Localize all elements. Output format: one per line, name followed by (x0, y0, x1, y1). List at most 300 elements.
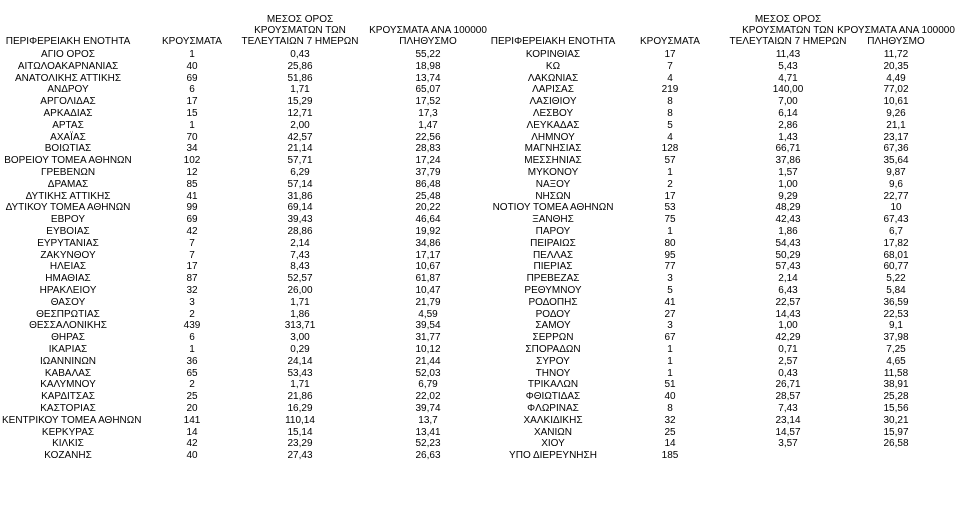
left-per100k-cell: 61,87 (415, 273, 441, 285)
right-avg7-cell: 7,00 (778, 96, 798, 108)
left-per100k-cell: 17,52 (415, 96, 441, 108)
right-cases-cell: 8 (667, 402, 673, 414)
left-avg7-cell: 0,43 (290, 49, 310, 60)
right-cases-cell: 1 (667, 343, 673, 355)
left-region-cell: ΙΚΑΡΙΑΣ (48, 343, 88, 355)
right-region-cell: ΝΑΞΟΥ (535, 178, 571, 190)
left-avg7-cell: 8,43 (290, 261, 310, 273)
left-per100k-cell: 28,83 (415, 143, 441, 155)
left-region-cell: ΗΜΑΘΙΑΣ (45, 273, 91, 285)
right-cases-cell: 4 (667, 72, 673, 84)
right-region-cell: ΦΛΩΡΙΝΑΣ (527, 402, 579, 414)
header-avg7-left: ΜΕΣΟΣ ΟΡΟΣ ΚΡΟΥΣΜΑΤΩΝ ΤΩΝ ΤΕΛΕΥΤΑΙΩΝ 7 ΗΜΕΡΩΝ (241, 14, 359, 47)
left-per100k-cell: 21,44 (415, 355, 441, 367)
left-region-cell: ΘΑΣΟΥ (50, 296, 86, 308)
left-per100k-cell: 17,3 (418, 107, 438, 119)
right-per100k-cell: 22,77 (883, 190, 909, 202)
left-region-cell: ΑΡΓΟΛΙΔΑΣ (40, 96, 96, 108)
right-per100k-cell: 11,72 (883, 49, 909, 60)
left-region-cell: ΙΩΑΝΝΙΝΩΝ (39, 355, 97, 367)
table-row (0, 132, 960, 144)
left-avg7-cell: 110,14 (285, 414, 315, 426)
right-per100k-cell: 4,65 (886, 355, 906, 367)
left-region-cell: ΒΟΡΕΙΟΥ ΤΟΜΕΑ ΑΘΗΝΩΝ (4, 155, 132, 167)
left-avg7-cell: 313,71 (284, 320, 316, 332)
right-avg7-cell: 7,43 (778, 402, 798, 414)
right-per100k-cell: 9,87 (886, 166, 906, 178)
right-avg7-cell: 23,14 (775, 414, 801, 426)
right-cases-cell: 8 (667, 107, 673, 119)
right-avg7-cell: 1,57 (778, 166, 798, 178)
left-region-cell: ΔΡΑΜΑΣ (47, 178, 89, 190)
table-rows (0, 49, 960, 462)
left-avg7-cell: 2,00 (290, 119, 310, 131)
left-avg7-cell: 31,86 (287, 190, 313, 202)
left-avg7-cell: 24,14 (287, 355, 313, 367)
left-region-cell: ΚΑΒΑΛΑΣ (44, 367, 92, 379)
left-per100k-cell: 10,47 (415, 284, 441, 296)
left-avg7-cell: 1,71 (290, 296, 310, 308)
right-avg7-cell: 37,86 (775, 155, 801, 167)
table-row (0, 191, 960, 203)
left-per100k-cell: 17,24 (415, 155, 441, 167)
table-row (0, 438, 960, 450)
left-region-cell: ΔΥΤΙΚΗΣ ΑΤΤΙΚΗΣ (25, 190, 111, 202)
left-per100k-cell: 55,22 (415, 49, 441, 60)
right-avg7-cell: 1,43 (778, 131, 798, 143)
right-cases-cell: 32 (664, 414, 676, 426)
right-cases-cell: 40 (664, 391, 676, 403)
left-cases-cell: 14 (186, 426, 198, 438)
left-per100k-cell: 6,79 (418, 379, 438, 391)
left-per100k-cell: 18,98 (415, 60, 441, 72)
right-region-cell: ΛΕΥΚΑΔΑΣ (526, 119, 580, 131)
right-cases-cell: 4 (667, 131, 673, 143)
left-per100k-cell: 52,23 (415, 438, 441, 450)
right-per100k-cell: 10 (890, 202, 902, 214)
left-region-cell: ΗΛΕΙΑΣ (49, 261, 87, 273)
table-row (0, 49, 960, 61)
table-row (0, 143, 960, 155)
right-per100k-cell: 68,01 (883, 249, 909, 261)
right-region-cell: ΠΕΙΡΑΙΩΣ (530, 237, 576, 249)
right-avg7-cell: 0,43 (778, 367, 798, 379)
left-cases-cell: 7 (189, 237, 195, 249)
right-region-cell: ΡΕΘΥΜΝΟΥ (524, 284, 582, 296)
table-row (0, 167, 960, 179)
right-avg7-cell: 22,57 (775, 296, 801, 308)
right-region-cell: ΛΑΡΙΣΑΣ (532, 84, 574, 96)
left-cases-cell: 6 (189, 84, 195, 96)
table-row (0, 179, 960, 191)
left-cases-cell: 2 (189, 308, 195, 320)
right-per100k-cell: 25,28 (883, 391, 909, 403)
right-region-cell: ΦΘΙΩΤΙΔΑΣ (525, 391, 581, 403)
left-region-cell: ΕΒΡΟΥ (50, 214, 86, 226)
right-cases-cell: 8 (667, 96, 673, 108)
left-region-cell: ΑΡΤΑΣ (52, 119, 84, 131)
left-avg7-cell: 27,43 (287, 450, 313, 462)
left-avg7-cell: 12,71 (287, 107, 313, 119)
right-per100k-cell: 30,21 (883, 414, 909, 426)
right-avg7-cell: 9,29 (778, 190, 798, 202)
right-avg7-cell: 42,43 (775, 214, 801, 226)
left-cases-cell: 99 (186, 202, 198, 214)
left-per100k-cell: 13,74 (415, 72, 441, 84)
left-region-cell: ΑΓΙΟ ΟΡΟΣ (41, 49, 95, 60)
right-region-cell: ΠΑΡΟΥ (535, 225, 571, 237)
right-avg7-cell: 2,14 (778, 273, 798, 285)
table-row (0, 356, 960, 368)
left-avg7-cell: 3,00 (290, 332, 310, 344)
right-per100k-cell: 21,1 (886, 119, 906, 131)
left-region-cell: ΒΟΙΩΤΙΑΣ (44, 143, 92, 155)
right-region-cell: ΜΑΓΝΗΣΙΑΣ (524, 143, 582, 155)
left-region-cell: ΓΡΕΒΕΝΩΝ (40, 166, 96, 178)
right-per100k-cell: 38,91 (883, 379, 909, 391)
table-row (0, 238, 960, 250)
table-row (0, 61, 960, 73)
right-cases-cell: 27 (664, 308, 676, 320)
right-per100k-cell: 77,02 (883, 84, 909, 96)
table-row (0, 427, 960, 439)
left-per100k-cell: 46,64 (415, 214, 441, 226)
right-avg7-cell: 0,71 (778, 343, 798, 355)
right-avg7-cell: 4,71 (778, 72, 798, 84)
right-per100k-cell: 22,53 (883, 308, 909, 320)
right-cases-cell: 17 (664, 190, 676, 202)
right-per100k-cell: 67,36 (883, 143, 909, 155)
left-avg7-cell: 69,14 (287, 202, 313, 214)
left-region-cell: ΘΗΡΑΣ (51, 332, 85, 344)
right-avg7-cell: 26,71 (775, 379, 801, 391)
table-row (0, 391, 960, 403)
right-per100k-cell: 15,56 (883, 402, 909, 414)
header-avg7-right: ΜΕΣΟΣ ΟΡΟΣ ΚΡΟΥΣΜΑΤΩΝ ΤΩΝ ΤΕΛΕΥΤΑΙΩΝ 7 ΗΜΕΡΩΝ (729, 14, 847, 47)
right-cases-cell: 185 (661, 450, 679, 462)
right-per100k-cell: 15,97 (883, 426, 909, 438)
right-region-cell: ΧΑΛΚΙΔΙΚΗΣ (523, 414, 583, 426)
right-avg7-cell: 1,00 (778, 178, 798, 190)
left-per100k-cell: 10,67 (415, 261, 441, 273)
table-row (0, 84, 960, 96)
left-avg7-cell: 26,00 (287, 284, 313, 296)
left-per100k-cell: 1,47 (418, 119, 438, 131)
table-row (0, 415, 960, 427)
table-row (0, 368, 960, 380)
left-region-cell: ΚΑΛΥΜΝΟΥ (40, 379, 96, 391)
right-cases-cell: 14 (664, 438, 676, 450)
header-cases-right: ΚΡΟΥΣΜΑΤΑ (640, 36, 700, 47)
left-region-cell: ΚΙΛΚΙΣ (52, 438, 84, 450)
right-region-cell: ΡΟΔΟΥ (535, 308, 571, 320)
left-per100k-cell: 13,41 (415, 426, 441, 438)
right-avg7-cell: 140,00 (772, 84, 804, 96)
right-region-cell: ΚΟΡΙΝΘΙΑΣ (525, 49, 581, 60)
left-per100k-cell: 22,02 (415, 391, 441, 403)
right-cases-cell: 5 (667, 284, 673, 296)
right-cases-cell: 80 (664, 237, 676, 249)
right-cases-cell: 41 (664, 296, 676, 308)
left-per100k-cell: 17,17 (415, 249, 441, 261)
right-cases-cell: 3 (667, 273, 673, 285)
right-region-cell: ΛΑΚΩΝΙΑΣ (527, 72, 579, 84)
header-per100k-left: ΚΡΟΥΣΜΑΤΑ ΑΝΑ 100000 ΠΛΗΘΥΣΜΟ (369, 25, 487, 47)
right-region-cell: ΣΠΟΡΑΔΩΝ (525, 343, 581, 355)
right-per100k-cell: 7,25 (886, 343, 906, 355)
right-region-cell: ΣΕΡΡΩΝ (532, 332, 574, 344)
left-avg7-cell: 15,14 (287, 426, 313, 438)
left-cases-cell: 6 (189, 332, 195, 344)
left-avg7-cell: 23,29 (287, 438, 313, 450)
table-row (0, 202, 960, 214)
right-per100k-cell: 4,49 (886, 72, 906, 84)
right-avg7-cell: 11,43 (775, 49, 801, 60)
table-row (0, 450, 960, 462)
right-avg7-cell: 1,86 (778, 225, 798, 237)
left-avg7-cell: 6,29 (290, 166, 310, 178)
right-avg7-cell: 42,29 (775, 332, 801, 344)
left-avg7-cell: 7,43 (290, 249, 310, 261)
table-row (0, 320, 960, 332)
right-region-cell: ΤΗΝΟΥ (535, 367, 571, 379)
left-cases-cell: 12 (186, 166, 198, 178)
left-per100k-cell: 37,79 (415, 166, 441, 178)
right-avg7-cell: 48,29 (775, 202, 801, 214)
right-avg7-cell: 6,43 (778, 284, 798, 296)
left-per100k-cell: 13,7 (418, 414, 438, 426)
left-region-cell: ΑΝΔΡΟΥ (47, 84, 89, 96)
right-per100k-cell: 36,59 (883, 296, 909, 308)
left-cases-cell: 42 (186, 225, 198, 237)
left-region-cell: ΕΥΒΟΙΑΣ (46, 225, 90, 237)
right-region-cell: ΠΙΕΡΙΑΣ (533, 261, 573, 273)
table-row (0, 261, 960, 273)
right-per100k-cell: 9,26 (886, 107, 906, 119)
left-cases-cell: 1 (189, 119, 195, 131)
left-cases-cell: 40 (186, 60, 198, 72)
right-cases-cell: 25 (664, 426, 676, 438)
left-cases-cell: 439 (183, 320, 201, 332)
right-per100k-cell: 11,58 (883, 367, 909, 379)
left-cases-cell: 70 (186, 131, 198, 143)
right-per100k-cell: 37,98 (883, 332, 909, 344)
right-per100k-cell: 35,64 (883, 155, 909, 167)
right-cases-cell: 57 (664, 155, 676, 167)
right-cases-cell: 17 (664, 49, 676, 60)
right-per100k-cell: 20,35 (883, 60, 909, 72)
right-per100k-cell: 60,77 (883, 261, 909, 273)
left-cases-cell: 1 (189, 49, 195, 60)
left-cases-cell: 7 (189, 249, 195, 261)
right-cases-cell: 1 (667, 225, 673, 237)
table-row (0, 332, 960, 344)
table-row (0, 214, 960, 226)
left-per100k-cell: 39,74 (415, 402, 441, 414)
left-avg7-cell: 1,86 (290, 308, 310, 320)
table-row (0, 344, 960, 356)
left-cases-cell: 1 (189, 343, 195, 355)
left-per100k-cell: 25,48 (415, 190, 441, 202)
left-avg7-cell: 2,14 (290, 237, 310, 249)
right-cases-cell: 2 (667, 178, 673, 190)
header-per100k-right: ΚΡΟΥΣΜΑΤΑ ΑΝΑ 100000 ΠΛΗΘΥΣΜΟ (837, 25, 955, 47)
left-region-cell: ΕΥΡΥΤΑΝΙΑΣ (37, 237, 99, 249)
left-region-cell: ΑΝΑΤΟΛΙΚΗΣ ΑΤΤΙΚΗΣ (14, 72, 122, 84)
left-avg7-cell: 42,57 (287, 131, 313, 143)
right-avg7-cell: 54,43 (775, 237, 801, 249)
left-cases-cell: 141 (183, 414, 201, 426)
left-region-cell: ΚΕΝΤΡΙΚΟΥ ΤΟΜΕΑ ΑΘΗΝΩΝ (2, 414, 142, 426)
right-region-cell: ΛΗΜΝΟΥ (531, 131, 575, 143)
left-per100k-cell: 19,92 (415, 225, 441, 237)
left-per100k-cell: 20,22 (415, 202, 441, 214)
right-cases-cell: 3 (667, 320, 673, 332)
header-region-left: ΠΕΡΙΦΕΡΕΙΑΚΗ ΕΝΟΤΗΤΑ (5, 36, 131, 47)
right-region-cell: ΣΥΡΟΥ (536, 355, 570, 367)
right-region-cell: ΛΕΣΒΟΥ (532, 107, 574, 119)
right-region-cell: ΥΠΟ ΔΙΕΡΕΥΝΗΣΗ (509, 450, 597, 462)
left-region-cell: ΑΙΤΩΛΟΑΚΑΡΝΑΝΙΑΣ (17, 60, 119, 72)
right-avg7-cell: 66,71 (775, 143, 801, 155)
left-cases-cell: 2 (189, 379, 195, 391)
right-cases-cell: 95 (664, 249, 676, 261)
left-region-cell: ΗΡΑΚΛΕΙΟΥ (39, 284, 97, 296)
table-row (0, 297, 960, 309)
left-cases-cell: 32 (186, 284, 198, 296)
left-cases-cell: 25 (186, 391, 198, 403)
table-row (0, 108, 960, 120)
left-cases-cell: 102 (183, 155, 201, 167)
left-per100k-cell: 39,54 (415, 320, 441, 332)
right-avg7-cell: 1,00 (778, 320, 798, 332)
right-region-cell: ΡΟΔΟΠΗΣ (528, 296, 578, 308)
table-row (0, 273, 960, 285)
left-avg7-cell: 21,86 (287, 391, 313, 403)
left-avg7-cell: 25,86 (287, 60, 313, 72)
left-cases-cell: 40 (186, 450, 198, 462)
left-region-cell: ΔΥΤΙΚΟΥ ΤΟΜΕΑ ΑΘΗΝΩΝ (5, 202, 131, 214)
left-per100k-cell: 10,12 (415, 343, 441, 355)
table-row (0, 250, 960, 262)
left-avg7-cell: 1,71 (290, 84, 310, 96)
left-region-cell: ΚΑΣΤΟΡΙΑΣ (40, 402, 96, 414)
right-avg7-cell: 50,29 (775, 249, 801, 261)
table-row (0, 96, 960, 108)
left-avg7-cell: 21,14 (287, 143, 313, 155)
right-region-cell: ΝΟΤΙΟΥ ΤΟΜΕΑ ΑΘΗΝΩΝ (492, 202, 614, 214)
right-avg7-cell: 57,43 (775, 261, 801, 273)
right-per100k-cell: 23,17 (883, 131, 909, 143)
left-avg7-cell: 0,29 (290, 343, 310, 355)
right-avg7-cell: 14,43 (775, 308, 801, 320)
right-per100k-cell: 26,58 (883, 438, 909, 450)
left-cases-cell: 69 (186, 72, 198, 84)
left-cases-cell: 20 (186, 402, 198, 414)
right-avg7-cell: 2,86 (778, 119, 798, 131)
right-region-cell: ΤΡΙΚΑΛΩΝ (527, 379, 579, 391)
right-region-cell: ΠΕΛΛΑΣ (532, 249, 574, 261)
right-cases-cell: 77 (664, 261, 676, 273)
left-per100k-cell: 4,59 (418, 308, 438, 320)
left-region-cell: ΖΑΚΥΝΘΟΥ (40, 249, 96, 261)
header-cases-left: ΚΡΟΥΣΜΑΤΑ (162, 36, 222, 47)
right-region-cell: ΧΑΝΙΩΝ (533, 426, 573, 438)
left-avg7-cell: 16,29 (287, 402, 313, 414)
right-avg7-cell: 3,57 (778, 438, 798, 450)
left-cases-cell: 65 (186, 367, 198, 379)
right-per100k-cell: 9,1 (889, 320, 903, 332)
header-region-right: ΠΕΡΙΦΕΡΕΙΑΚΗ ΕΝΟΤΗΤΑ (490, 36, 616, 47)
right-cases-cell: 53 (664, 202, 676, 214)
table-row (0, 403, 960, 415)
left-avg7-cell: 28,86 (287, 225, 313, 237)
right-cases-cell: 5 (667, 119, 673, 131)
right-per100k-cell: 5,84 (886, 284, 906, 296)
left-avg7-cell: 39,43 (287, 214, 313, 226)
left-per100k-cell: 21,79 (415, 296, 441, 308)
left-region-cell: ΘΕΣΠΡΩΤΙΑΣ (36, 308, 100, 320)
right-region-cell: ΝΗΣΩΝ (535, 190, 571, 202)
left-cases-cell: 34 (186, 143, 198, 155)
table-row (0, 309, 960, 321)
right-per100k-cell: 10,61 (883, 96, 909, 108)
right-cases-cell: 1 (667, 166, 673, 178)
left-cases-cell: 69 (186, 214, 198, 226)
left-region-cell: ΑΡΚΑΔΙΑΣ (43, 107, 93, 119)
left-region-cell: ΚΕΡΚΥΡΑΣ (41, 426, 95, 438)
left-cases-cell: 41 (186, 190, 198, 202)
left-per100k-cell: 26,63 (415, 450, 441, 462)
right-cases-cell: 67 (664, 332, 676, 344)
left-cases-cell: 17 (186, 261, 198, 273)
left-cases-cell: 42 (186, 438, 198, 450)
left-avg7-cell: 52,57 (287, 273, 313, 285)
right-region-cell: ΧΙΟΥ (541, 438, 565, 450)
left-cases-cell: 3 (189, 296, 195, 308)
left-avg7-cell: 51,86 (287, 72, 313, 84)
right-per100k-cell: 9,6 (889, 178, 903, 190)
table-row (0, 155, 960, 167)
left-per100k-cell: 34,86 (415, 237, 441, 249)
table-row (0, 379, 960, 391)
right-cases-cell: 1 (667, 367, 673, 379)
left-cases-cell: 17 (186, 96, 198, 108)
right-per100k-cell: 6,7 (889, 225, 903, 237)
left-avg7-cell: 1,71 (290, 379, 310, 391)
left-region-cell: ΘΕΣΣΑΛΟΝΙΚΗΣ (29, 320, 107, 332)
right-avg7-cell: 28,57 (775, 391, 801, 403)
right-cases-cell: 7 (667, 60, 673, 72)
left-per100k-cell: 52,03 (415, 367, 441, 379)
left-per100k-cell: 31,77 (415, 332, 441, 344)
right-region-cell: ΞΑΝΘΗΣ (532, 214, 574, 226)
right-per100k-cell: 67,43 (883, 214, 909, 226)
left-cases-cell: 85 (186, 178, 198, 190)
left-cases-cell: 36 (186, 355, 198, 367)
right-region-cell: ΛΑΣΙΘΙΟΥ (529, 96, 577, 108)
right-avg7-cell: 6,14 (778, 107, 798, 119)
left-per100k-cell: 86,48 (415, 178, 441, 190)
right-region-cell: ΣΑΜΟΥ (535, 320, 571, 332)
left-avg7-cell: 53,43 (287, 367, 313, 379)
left-cases-cell: 87 (186, 273, 198, 285)
right-cases-cell: 51 (664, 379, 676, 391)
left-cases-cell: 15 (186, 107, 198, 119)
left-region-cell: ΚΑΡΔΙΤΣΑΣ (41, 391, 95, 403)
left-per100k-cell: 22,56 (415, 131, 441, 143)
left-per100k-cell: 65,07 (415, 84, 441, 96)
